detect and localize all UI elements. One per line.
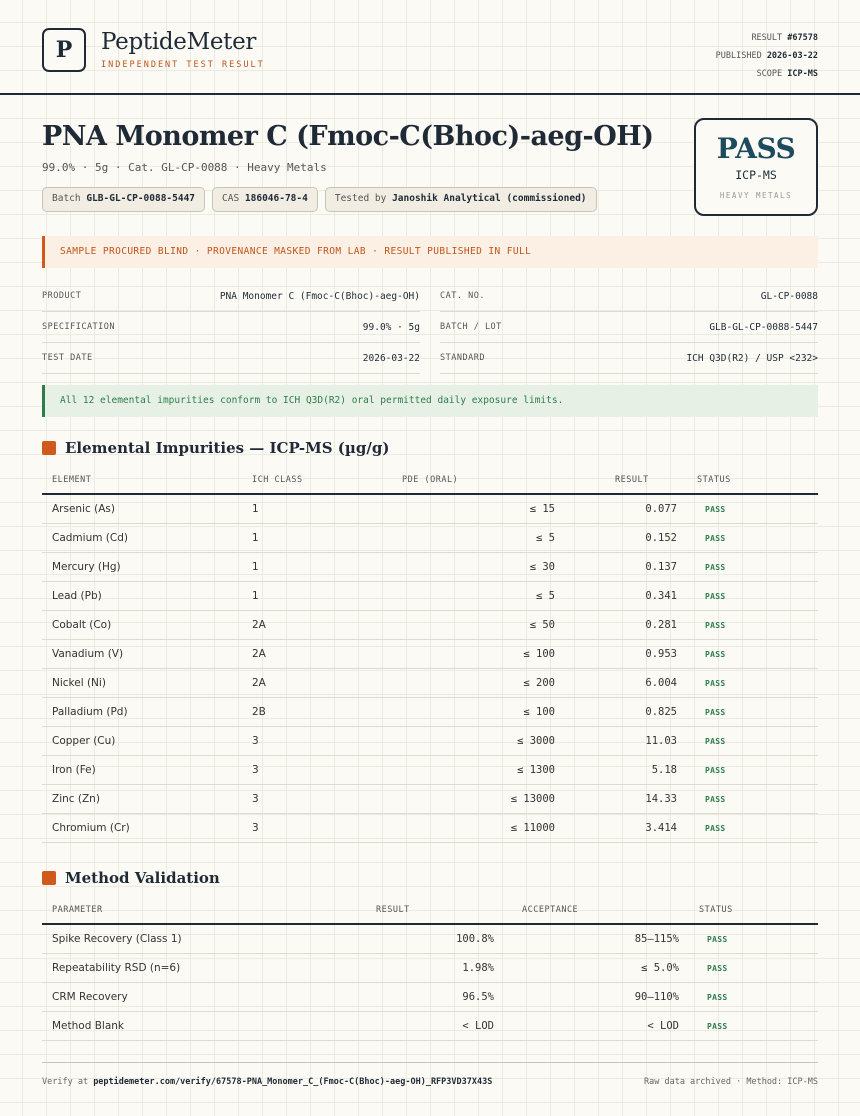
- table-header-row: [42, 897, 818, 924]
- table-cell: 3.414: [565, 814, 687, 843]
- element-row: [42, 698, 818, 727]
- published-label: PUBLISHED: [715, 51, 762, 61]
- column-header: ACCEPTANCE: [504, 897, 689, 924]
- info-row: [440, 281, 818, 312]
- table-cell: Palladium (Pd): [42, 698, 242, 727]
- table-cell: ≤ 15: [342, 494, 565, 524]
- result-label: RESULT: [751, 33, 783, 43]
- table-cell: Arsenic (As): [42, 494, 242, 524]
- status-pass: PASS: [687, 553, 818, 582]
- verify-prefix: Verify at: [42, 1077, 89, 1087]
- status-pass: PASS: [689, 983, 818, 1012]
- section-title: Elemental Impurities — ICP-MS (µg/g): [65, 439, 390, 457]
- chip-value: 186046-78-4: [244, 193, 308, 204]
- table-cell: Lead (Pb): [42, 582, 242, 611]
- table-cell: 2A: [242, 640, 342, 669]
- info-value: PNA Monomer C (Fmoc-C(Bhoc)-aeg-OH): [219, 290, 420, 302]
- status-pass: PASS: [687, 814, 818, 843]
- archive-note: Raw data archived · Method: ICP-MS: [644, 1077, 818, 1087]
- table-cell: ≤ 5: [342, 524, 565, 553]
- element-row: [42, 494, 818, 524]
- footer: [42, 1062, 818, 1087]
- info-grid-right: [440, 281, 818, 374]
- validation-row: [42, 983, 818, 1012]
- info-value: GLB-GL-CP-0088-5447: [709, 321, 818, 333]
- info-grid-left: [42, 281, 420, 374]
- header: [0, 0, 860, 95]
- verdict-method: ICP-MS: [735, 168, 777, 182]
- logo: [42, 28, 86, 72]
- table-cell: 0.281: [565, 611, 687, 640]
- section-marker: [42, 441, 56, 455]
- element-row: [42, 611, 818, 640]
- status-pass: PASS: [687, 785, 818, 814]
- info-row: [42, 281, 420, 312]
- verdict-badge: [694, 118, 818, 216]
- element-row: [42, 814, 818, 843]
- info-value: ICH Q3D(R2) / USP <232>: [686, 352, 818, 364]
- info-key: STANDARD: [440, 353, 485, 363]
- table-cell: 0.825: [565, 698, 687, 727]
- verify-line: [42, 1077, 492, 1087]
- report-meta: [716, 29, 818, 83]
- element-row: [42, 553, 818, 582]
- column-header: ICH CLASS: [242, 467, 342, 494]
- status-pass: PASS: [687, 494, 818, 524]
- info-value: GL-CP-0088: [760, 290, 818, 302]
- table-cell: Zinc (Zn): [42, 785, 242, 814]
- status-pass: PASS: [687, 640, 818, 669]
- tested-by-chip: [325, 187, 597, 212]
- product-title: PNA Monomer C (Fmoc-C(Bhoc)-aeg-OH): [42, 121, 654, 152]
- table-cell: 5.18: [565, 756, 687, 785]
- scope-value: ICP-MS: [787, 69, 818, 79]
- table-cell: 1: [242, 553, 342, 582]
- element-row: [42, 669, 818, 698]
- validation-section-header: [42, 869, 220, 887]
- table-cell: Cadmium (Cd): [42, 524, 242, 553]
- blind-procurement-banner: SAMPLE PROCURED BLIND · PROVENANCE MASKED FROM LAB · RESULT PUBLISHED IN FULL: [42, 236, 818, 268]
- column-header: RESULT: [565, 467, 687, 494]
- chip-value: GLB-GL-CP-0088-5447: [86, 193, 196, 204]
- table-cell: Mercury (Hg): [42, 553, 242, 582]
- table-cell: ≤ 100: [342, 640, 565, 669]
- cas-chip: [212, 187, 318, 212]
- table-cell: 1: [242, 524, 342, 553]
- verdict-word: PASS: [716, 132, 796, 165]
- chip-row: [42, 187, 597, 212]
- table-cell: ≤ 200: [342, 669, 565, 698]
- chip-label: Batch: [52, 193, 81, 204]
- table-cell: Iron (Fe): [42, 756, 242, 785]
- element-row: [42, 582, 818, 611]
- status-pass: PASS: [687, 698, 818, 727]
- status-pass: PASS: [687, 756, 818, 785]
- verdict-category: HEAVY METALS: [719, 191, 793, 200]
- table-cell: 2B: [242, 698, 342, 727]
- published-date: 2026-03-22: [766, 51, 818, 61]
- table-cell: 14.33: [565, 785, 687, 814]
- table-cell: 0.152: [565, 524, 687, 553]
- table-cell: < LOD: [362, 1012, 504, 1041]
- table-cell: 3: [242, 756, 342, 785]
- table-cell: 6.004: [565, 669, 687, 698]
- table-cell: ≤ 11000: [342, 814, 565, 843]
- column-header: ELEMENT: [42, 467, 242, 494]
- table-cell: CRM Recovery: [42, 983, 362, 1012]
- product-subtitle: 99.0% · 5g · Cat. GL-CP-0088 · Heavy Metals: [42, 161, 327, 174]
- table-cell: 1: [242, 582, 342, 611]
- table-header-row: [42, 467, 818, 494]
- info-key: PRODUCT: [42, 291, 82, 301]
- table-cell: < LOD: [504, 1012, 689, 1041]
- table-cell: Chromium (Cr): [42, 814, 242, 843]
- info-row: [42, 343, 420, 374]
- info-key: SPECIFICATION: [42, 322, 116, 332]
- table-cell: 1.98%: [362, 954, 504, 983]
- table-cell: 3: [242, 814, 342, 843]
- table-cell: ≤ 5: [342, 582, 565, 611]
- table-cell: Repeatability RSD (n=6): [42, 954, 362, 983]
- status-pass: PASS: [687, 582, 818, 611]
- result-number: #67578: [787, 33, 818, 43]
- table-cell: 0.341: [565, 582, 687, 611]
- table-cell: 0.953: [565, 640, 687, 669]
- brand-name: PeptideMeter: [101, 29, 257, 55]
- column-header: PARAMETER: [42, 897, 362, 924]
- table-cell: Method Blank: [42, 1012, 362, 1041]
- table-cell: Spike Recovery (Class 1): [42, 924, 362, 954]
- tagline: INDEPENDENT TEST RESULT: [101, 60, 265, 70]
- element-row: [42, 727, 818, 756]
- column-header: RESULT: [362, 897, 504, 924]
- table-cell: Vanadium (V): [42, 640, 242, 669]
- section-title: Method Validation: [65, 869, 220, 887]
- chip-value: Janoshik Analytical (commissioned): [392, 193, 587, 204]
- info-row: [440, 343, 818, 374]
- logo-letter: P: [55, 37, 73, 63]
- info-row: [42, 312, 420, 343]
- column-header: STATUS: [689, 897, 818, 924]
- table-cell: 0.077: [565, 494, 687, 524]
- table-cell: Copper (Cu): [42, 727, 242, 756]
- scope-label: SCOPE: [756, 69, 783, 79]
- info-key: BATCH / LOT: [440, 322, 502, 332]
- table-cell: 3: [242, 727, 342, 756]
- info-value: 99.0% · 5g: [362, 321, 420, 333]
- table-cell: ≤ 3000: [342, 727, 565, 756]
- status-pass: PASS: [687, 727, 818, 756]
- element-row: [42, 756, 818, 785]
- impurities-table: [42, 467, 818, 843]
- table-cell: 11.03: [565, 727, 687, 756]
- table-cell: Nickel (Ni): [42, 669, 242, 698]
- chip-label: Tested by: [334, 193, 387, 204]
- status-pass: PASS: [687, 611, 818, 640]
- element-row: [42, 640, 818, 669]
- table-cell: 96.5%: [362, 983, 504, 1012]
- info-row: [440, 312, 818, 343]
- table-cell: Cobalt (Co): [42, 611, 242, 640]
- element-row: [42, 524, 818, 553]
- validation-row: [42, 1012, 818, 1041]
- validation-table: [42, 897, 818, 1041]
- table-cell: ≤ 13000: [342, 785, 565, 814]
- validation-row: [42, 924, 818, 954]
- table-cell: ≤ 1300: [342, 756, 565, 785]
- section-marker: [42, 871, 56, 885]
- column-header: PDE (ORAL): [342, 467, 565, 494]
- table-cell: 0.137: [565, 553, 687, 582]
- chip-label: CAS: [222, 193, 240, 204]
- table-cell: ≤ 5.0%: [504, 954, 689, 983]
- batch-chip: [42, 187, 205, 212]
- table-cell: 85–115%: [504, 924, 689, 954]
- table-cell: 2A: [242, 611, 342, 640]
- table-cell: ≤ 30: [342, 553, 565, 582]
- status-pass: PASS: [689, 1012, 818, 1041]
- validation-row: [42, 954, 818, 983]
- table-cell: 1: [242, 494, 342, 524]
- conformity-banner: All 12 elemental impurities conform to ICH Q3D(R2) oral permitted daily exposure limits.: [42, 385, 818, 417]
- table-cell: ≤ 100: [342, 698, 565, 727]
- status-pass: PASS: [689, 954, 818, 983]
- table-cell: 3: [242, 785, 342, 814]
- column-header: STATUS: [687, 467, 818, 494]
- status-pass: PASS: [689, 924, 818, 954]
- verify-link[interactable]: peptidemeter.com/verify/67578-PNA_Monomer_C_(Fmoc-C(Bhoc)-aeg-OH)_RFP3VD37X43S: [93, 1077, 493, 1087]
- table-cell: 2A: [242, 669, 342, 698]
- status-pass: PASS: [687, 669, 818, 698]
- element-row: [42, 785, 818, 814]
- info-value: 2026-03-22: [362, 352, 420, 364]
- table-cell: 100.8%: [362, 924, 504, 954]
- info-key: TEST DATE: [42, 353, 93, 363]
- impurities-section-header: [42, 439, 389, 457]
- info-key: CAT. NO.: [440, 291, 485, 301]
- table-cell: ≤ 50: [342, 611, 565, 640]
- status-pass: PASS: [687, 524, 818, 553]
- table-cell: 90–110%: [504, 983, 689, 1012]
